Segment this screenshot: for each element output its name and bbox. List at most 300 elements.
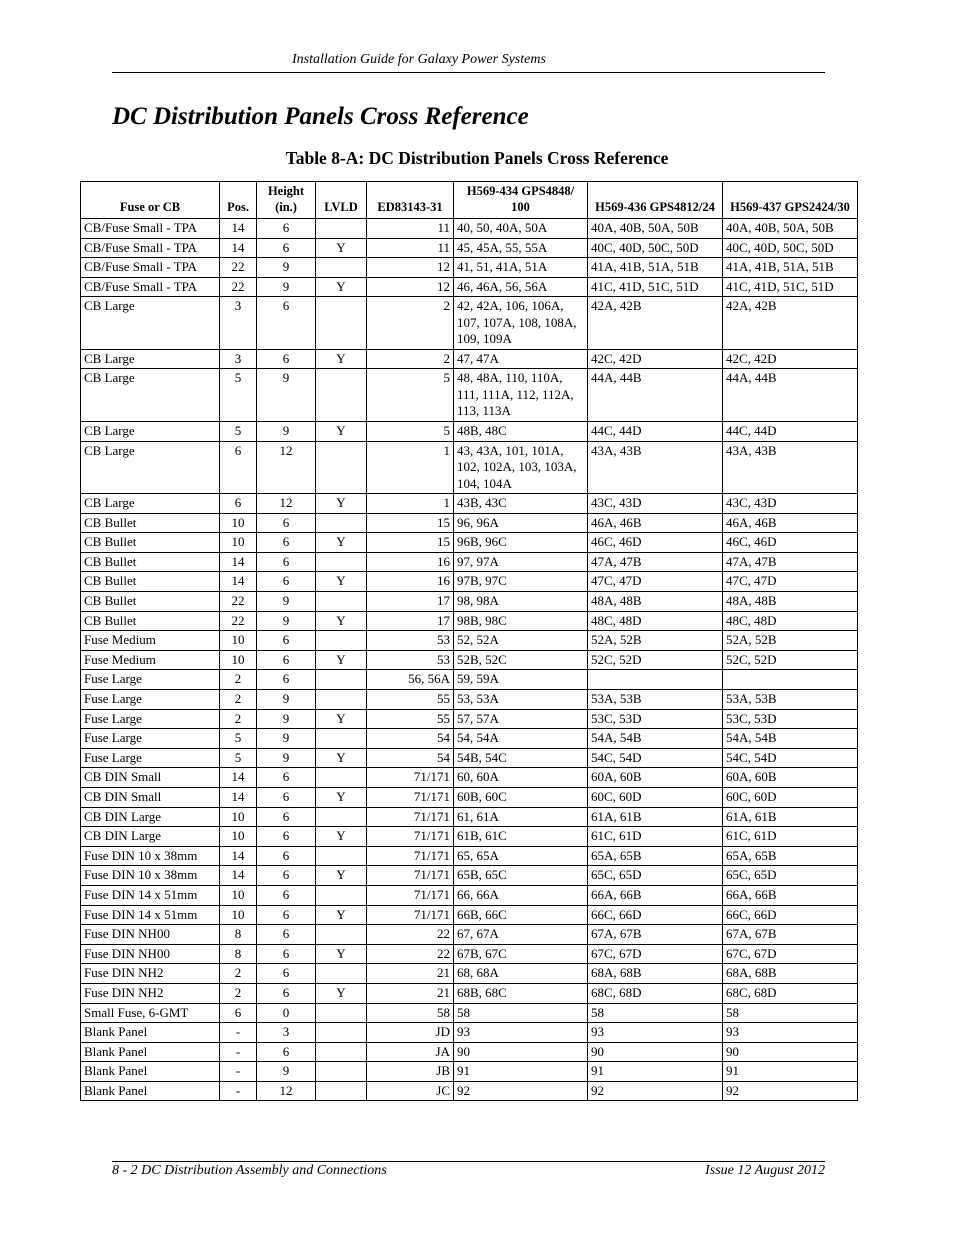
table-cell <box>316 768 367 788</box>
table-cell: 71/171 <box>367 768 454 788</box>
table-header-row <box>81 182 858 219</box>
table-cell: 98, 98A <box>454 592 588 612</box>
table-cell: 40A, 40B, 50A, 50B <box>723 219 858 239</box>
table-cell <box>316 552 367 572</box>
table-cell: 46A, 46B <box>723 513 858 533</box>
table-cell: 67, 67A <box>454 925 588 945</box>
table-cell: 61A, 61B <box>588 807 723 827</box>
table-cell: 54 <box>367 729 454 749</box>
table-cell: 10 <box>220 650 257 670</box>
table-cell: 6 <box>257 219 316 239</box>
table-row <box>81 1023 858 1043</box>
table-cell: CB Large <box>81 349 220 369</box>
table-cell: 96B, 96C <box>454 533 588 553</box>
table-cell: 41A, 41B, 51A, 51B <box>723 258 858 278</box>
table-cell: 6 <box>257 513 316 533</box>
table-cell: CB Large <box>81 297 220 350</box>
table-cell: Y <box>316 349 367 369</box>
table-row <box>81 421 858 441</box>
table-cell: 14 <box>220 846 257 866</box>
table-cell <box>316 1062 367 1082</box>
table-cell: 47C, 47D <box>588 572 723 592</box>
table-cell: Blank Panel <box>81 1023 220 1043</box>
table-cell: 41A, 41B, 51A, 51B <box>588 258 723 278</box>
table-cell: 11 <box>367 219 454 239</box>
table-cell: 9 <box>257 729 316 749</box>
table-cell: Y <box>316 709 367 729</box>
table-cell: 11 <box>367 238 454 258</box>
table-cell <box>723 670 858 690</box>
table-cell: 65A, 65B <box>588 846 723 866</box>
table-cell: 6 <box>257 787 316 807</box>
table-row <box>81 369 858 422</box>
table-cell: 52C, 52D <box>588 650 723 670</box>
table-cell <box>316 219 367 239</box>
table-cell: Fuse Large <box>81 709 220 729</box>
table-cell: 71/171 <box>367 827 454 847</box>
table-cell: 66, 66A <box>454 885 588 905</box>
table-cell <box>316 885 367 905</box>
table-cell: 44A, 44B <box>588 369 723 422</box>
table-cell: 9 <box>257 369 316 422</box>
table-cell: 6 <box>220 441 257 494</box>
table-cell: 93 <box>454 1023 588 1043</box>
table-cell: 54A, 54B <box>588 729 723 749</box>
table-cell: 48B, 48C <box>454 421 588 441</box>
table-cell: Blank Panel <box>81 1081 220 1101</box>
table-cell: 14 <box>220 552 257 572</box>
table-cell: 14 <box>220 219 257 239</box>
table-cell: 52B, 52C <box>454 650 588 670</box>
table-cell: 42A, 42B <box>588 297 723 350</box>
table-row <box>81 944 858 964</box>
table-cell: CB Large <box>81 441 220 494</box>
table-row <box>81 1081 858 1101</box>
table-cell: 0 <box>257 1003 316 1023</box>
page-title: DC Distribution Panels Cross Reference <box>112 103 529 130</box>
table-cell: 6 <box>257 768 316 788</box>
table-cell: 22 <box>220 258 257 278</box>
column-header-fuse-or-cb: Fuse or CB <box>81 182 220 219</box>
table-cell: 2 <box>220 983 257 1003</box>
table-cell <box>316 441 367 494</box>
table-cell: CB DIN Small <box>81 787 220 807</box>
table-cell: 90 <box>588 1042 723 1062</box>
table-row <box>81 277 858 297</box>
table-row <box>81 866 858 886</box>
table-cell: 97, 97A <box>454 552 588 572</box>
table-cell <box>316 964 367 984</box>
table-row <box>81 441 858 494</box>
table-cell: 1 <box>367 494 454 514</box>
table-cell: 2 <box>220 690 257 710</box>
table-cell: 3 <box>220 297 257 350</box>
column-header-lvld: LVLD <box>316 182 367 219</box>
table-cell: 68, 68A <box>454 964 588 984</box>
table-cell: 66C, 66D <box>588 905 723 925</box>
table-row <box>81 572 858 592</box>
table-cell: 65C, 65D <box>588 866 723 886</box>
table-cell: 3 <box>257 1023 316 1043</box>
table-cell: Fuse Large <box>81 729 220 749</box>
table-cell: 6 <box>257 631 316 651</box>
column-header-ed83143: ED83143-31 <box>367 182 454 219</box>
table-cell: 2 <box>220 964 257 984</box>
column-header-height: Height (in.) <box>257 182 316 219</box>
table-cell: 65B, 65C <box>454 866 588 886</box>
table-cell <box>588 670 723 690</box>
table-cell: 97B, 97C <box>454 572 588 592</box>
table-cell: 2 <box>367 297 454 350</box>
table-title: Table 8-A: DC Distribution Panels Cross Reference <box>285 148 669 168</box>
table-cell: 9 <box>257 709 316 729</box>
table-cell: 52A, 52B <box>588 631 723 651</box>
table-cell: 53C, 53D <box>588 709 723 729</box>
table-cell: 22 <box>220 277 257 297</box>
column-header-pos: Pos. <box>220 182 257 219</box>
table-cell: 54A, 54B <box>723 729 858 749</box>
table-row <box>81 787 858 807</box>
table-cell: CB/Fuse Small - TPA <box>81 277 220 297</box>
table-cell: Blank Panel <box>81 1062 220 1082</box>
table-cell: 54, 54A <box>454 729 588 749</box>
table-cell: 52, 52A <box>454 631 588 651</box>
table-row <box>81 592 858 612</box>
table-cell: 5 <box>367 421 454 441</box>
table-cell: Y <box>316 533 367 553</box>
table-cell: JB <box>367 1062 454 1082</box>
table-cell: 56, 56A <box>367 670 454 690</box>
table-cell: 9 <box>257 690 316 710</box>
table-cell: 71/171 <box>367 905 454 925</box>
table-cell: 6 <box>220 1003 257 1023</box>
table-cell: 60A, 60B <box>588 768 723 788</box>
table-cell <box>316 690 367 710</box>
table-cell: Y <box>316 421 367 441</box>
table-row <box>81 670 858 690</box>
table-cell: 14 <box>220 572 257 592</box>
table-cell: 9 <box>257 277 316 297</box>
table-cell: 42, 42A, 106, 106A, 107, 107A, 108, 108A, 109, 109A <box>454 297 588 350</box>
table-row <box>81 827 858 847</box>
table-cell: 52C, 52D <box>723 650 858 670</box>
table-cell: 16 <box>367 552 454 572</box>
table-cell: 91 <box>454 1062 588 1082</box>
table-cell: 6 <box>257 238 316 258</box>
table-cell: CB Bullet <box>81 592 220 612</box>
table-cell <box>316 729 367 749</box>
table-cell: 47, 47A <box>454 349 588 369</box>
table-cell: 61C, 61D <box>723 827 858 847</box>
table-cell: 12 <box>367 277 454 297</box>
table-cell: 10 <box>220 513 257 533</box>
table-cell: 52A, 52B <box>723 631 858 651</box>
table-cell: Y <box>316 238 367 258</box>
table-cell: 12 <box>257 494 316 514</box>
table-cell: 68B, 68C <box>454 983 588 1003</box>
table-cell: 60A, 60B <box>723 768 858 788</box>
table-cell: 48, 48A, 110, 110A, 111, 111A, 112, 112A, 113, 113A <box>454 369 588 422</box>
table-cell: Fuse Large <box>81 748 220 768</box>
table-cell: 40, 50, 40A, 50A <box>454 219 588 239</box>
table-cell: 2 <box>220 670 257 690</box>
table-cell: 5 <box>220 729 257 749</box>
table-cell: 2 <box>367 349 454 369</box>
table-cell: 98B, 98C <box>454 611 588 631</box>
table-cell: 92 <box>454 1081 588 1101</box>
table-cell: 9 <box>257 258 316 278</box>
table-cell: 40C, 40D, 50C, 50D <box>588 238 723 258</box>
table-row <box>81 631 858 651</box>
column-header-h569-434: H569-434 GPS4848/ 100 <box>454 182 588 219</box>
table-cell: 22 <box>220 611 257 631</box>
table-cell: CB Large <box>81 369 220 422</box>
table-cell: 12 <box>367 258 454 278</box>
table-cell: 54C, 54D <box>723 748 858 768</box>
cross-reference-table <box>80 181 858 1101</box>
running-footer <box>112 1161 825 1179</box>
table-cell: 96, 96A <box>454 513 588 533</box>
table-cell: Y <box>316 572 367 592</box>
table-row <box>81 885 858 905</box>
table-row <box>81 983 858 1003</box>
table-cell: CB Bullet <box>81 611 220 631</box>
table-cell: 58 <box>454 1003 588 1023</box>
table-cell: 2 <box>220 709 257 729</box>
table-cell: 67A, 67B <box>723 925 858 945</box>
table-cell: CB DIN Small <box>81 768 220 788</box>
table-cell: Fuse DIN 14 x 51mm <box>81 905 220 925</box>
table-cell: 54 <box>367 748 454 768</box>
table-row <box>81 925 858 945</box>
table-row <box>81 807 858 827</box>
table-cell: 42C, 42D <box>723 349 858 369</box>
table-cell: 58 <box>367 1003 454 1023</box>
running-header <box>112 52 825 73</box>
table-cell: 71/171 <box>367 787 454 807</box>
table-cell: 22 <box>220 592 257 612</box>
table-cell: - <box>220 1062 257 1082</box>
table-cell: 41C, 41D, 51C, 51D <box>723 277 858 297</box>
table-cell: 42C, 42D <box>588 349 723 369</box>
table-cell: 58 <box>723 1003 858 1023</box>
table-cell: 61A, 61B <box>723 807 858 827</box>
table-cell: 6 <box>257 846 316 866</box>
table-cell <box>316 670 367 690</box>
table-cell <box>316 258 367 278</box>
table-cell: 61B, 61C <box>454 827 588 847</box>
table-cell: 17 <box>367 592 454 612</box>
table-cell: 92 <box>723 1081 858 1101</box>
table-cell: 6 <box>257 827 316 847</box>
table-cell: 54C, 54D <box>588 748 723 768</box>
table-cell: 67C, 67D <box>588 944 723 964</box>
table-cell: 67A, 67B <box>588 925 723 945</box>
table-cell: Y <box>316 611 367 631</box>
table-cell: 10 <box>220 631 257 651</box>
table-cell: 71/171 <box>367 846 454 866</box>
table-cell <box>316 1003 367 1023</box>
table-cell: - <box>220 1042 257 1062</box>
table-cell: 6 <box>257 552 316 572</box>
table-cell: 42A, 42B <box>723 297 858 350</box>
table-row <box>81 494 858 514</box>
table-row <box>81 748 858 768</box>
table-cell <box>316 807 367 827</box>
table-cell: 6 <box>257 964 316 984</box>
table-cell: 44C, 44D <box>588 421 723 441</box>
table-cell: 71/171 <box>367 866 454 886</box>
table-row <box>81 846 858 866</box>
table-cell: Blank Panel <box>81 1042 220 1062</box>
table-row <box>81 349 858 369</box>
table-cell: 60, 60A <box>454 768 588 788</box>
table-row <box>81 238 858 258</box>
table-cell <box>316 1081 367 1101</box>
table-cell: 93 <box>723 1023 858 1043</box>
table-cell: 5 <box>367 369 454 422</box>
table-cell: 66C, 66D <box>723 905 858 925</box>
table-cell: 6 <box>257 925 316 945</box>
table-cell: 57, 57A <box>454 709 588 729</box>
table-cell: 6 <box>257 885 316 905</box>
table-cell: 12 <box>257 441 316 494</box>
table-cell: 15 <box>367 533 454 553</box>
table-cell: 61C, 61D <box>588 827 723 847</box>
table-cell: CB Large <box>81 421 220 441</box>
table-cell: 43B, 43C <box>454 494 588 514</box>
table-cell: 9 <box>257 592 316 612</box>
table-cell: 14 <box>220 787 257 807</box>
table-cell: Fuse DIN NH00 <box>81 925 220 945</box>
table-cell: Y <box>316 905 367 925</box>
table-cell: 16 <box>367 572 454 592</box>
table-row <box>81 297 858 350</box>
table-body <box>81 219 858 1101</box>
table-cell: 48C, 48D <box>723 611 858 631</box>
table-cell: 53A, 53B <box>723 690 858 710</box>
table-cell: 10 <box>220 533 257 553</box>
table-row <box>81 611 858 631</box>
table-cell: 14 <box>220 768 257 788</box>
table-cell: 6 <box>257 1042 316 1062</box>
table-cell: 46, 46A, 56, 56A <box>454 277 588 297</box>
table-cell: Fuse DIN NH2 <box>81 964 220 984</box>
table-row <box>81 650 858 670</box>
table-cell: 6 <box>257 349 316 369</box>
table-cell: 6 <box>257 670 316 690</box>
table-cell <box>316 297 367 350</box>
table-cell: CB Bullet <box>81 552 220 572</box>
table-cell: Fuse Large <box>81 690 220 710</box>
table-cell <box>316 513 367 533</box>
table-cell: Fuse DIN 10 x 38mm <box>81 846 220 866</box>
table-cell: 6 <box>257 297 316 350</box>
table-row <box>81 905 858 925</box>
table-cell: 5 <box>220 369 257 422</box>
table-row <box>81 533 858 553</box>
table-cell: 14 <box>220 866 257 886</box>
table-cell: 21 <box>367 983 454 1003</box>
table-cell: 65, 65A <box>454 846 588 866</box>
table-cell: 21 <box>367 964 454 984</box>
footer-left: 8 - 2 DC Distribution Assembly and Connections <box>112 1163 387 1178</box>
table-row <box>81 1062 858 1082</box>
table-cell: CB DIN Large <box>81 807 220 827</box>
table-cell: 43A, 43B <box>588 441 723 494</box>
table-row <box>81 1042 858 1062</box>
table-cell: Fuse DIN 10 x 38mm <box>81 866 220 886</box>
table-cell: 17 <box>367 611 454 631</box>
table-cell: 43, 43A, 101, 101A, 102, 102A, 103, 103A, 104, 104A <box>454 441 588 494</box>
table-cell: Y <box>316 748 367 768</box>
table-cell: 48C, 48D <box>588 611 723 631</box>
table-cell: JC <box>367 1081 454 1101</box>
table-cell: JA <box>367 1042 454 1062</box>
table-cell <box>316 592 367 612</box>
table-cell: Y <box>316 866 367 886</box>
table-cell: 92 <box>588 1081 723 1101</box>
table-cell: 9 <box>257 611 316 631</box>
table-cell: 6 <box>220 494 257 514</box>
table-cell: 46A, 46B <box>588 513 723 533</box>
table-cell: 53, 53A <box>454 690 588 710</box>
table-cell: 41, 51, 41A, 51A <box>454 258 588 278</box>
table-cell: Y <box>316 277 367 297</box>
table-cell: 10 <box>220 905 257 925</box>
table-cell: 61, 61A <box>454 807 588 827</box>
table-cell: - <box>220 1023 257 1043</box>
table-cell: 71/171 <box>367 885 454 905</box>
table-cell: 1 <box>367 441 454 494</box>
table-cell: JD <box>367 1023 454 1043</box>
table-cell: 60C, 60D <box>723 787 858 807</box>
table-cell <box>316 369 367 422</box>
table-cell: Fuse Medium <box>81 650 220 670</box>
table-cell: 55 <box>367 690 454 710</box>
table-cell: 68A, 68B <box>723 964 858 984</box>
table-row <box>81 513 858 533</box>
table-cell: 91 <box>588 1062 723 1082</box>
running-header-title: Installation Guide for Galaxy Power Systems <box>292 52 546 67</box>
column-header-h569-436: H569-436 GPS4812/24 <box>588 182 723 219</box>
table-cell: 90 <box>723 1042 858 1062</box>
table-row <box>81 258 858 278</box>
table-cell: 60C, 60D <box>588 787 723 807</box>
table-cell: 6 <box>257 905 316 925</box>
table-cell: 66A, 66B <box>588 885 723 905</box>
table-cell: Fuse Medium <box>81 631 220 651</box>
table-cell: Fuse DIN NH00 <box>81 944 220 964</box>
table-cell: 9 <box>257 1062 316 1082</box>
table-cell: 93 <box>588 1023 723 1043</box>
footer-right: Issue 12 August 2012 <box>705 1163 825 1178</box>
table-cell: 6 <box>257 533 316 553</box>
table-cell <box>316 1023 367 1043</box>
table-cell: 55 <box>367 709 454 729</box>
table-cell: 8 <box>220 944 257 964</box>
table-cell: 47A, 47B <box>723 552 858 572</box>
table-cell: 54B, 54C <box>454 748 588 768</box>
table-cell: 12 <box>257 1081 316 1101</box>
table-cell: 53A, 53B <box>588 690 723 710</box>
table-cell: - <box>220 1081 257 1101</box>
table-cell: 90 <box>454 1042 588 1062</box>
table-cell: 45, 45A, 55, 55A <box>454 238 588 258</box>
table-cell: CB Bullet <box>81 513 220 533</box>
table-cell: 43A, 43B <box>723 441 858 494</box>
table-cell: 65A, 65B <box>723 846 858 866</box>
